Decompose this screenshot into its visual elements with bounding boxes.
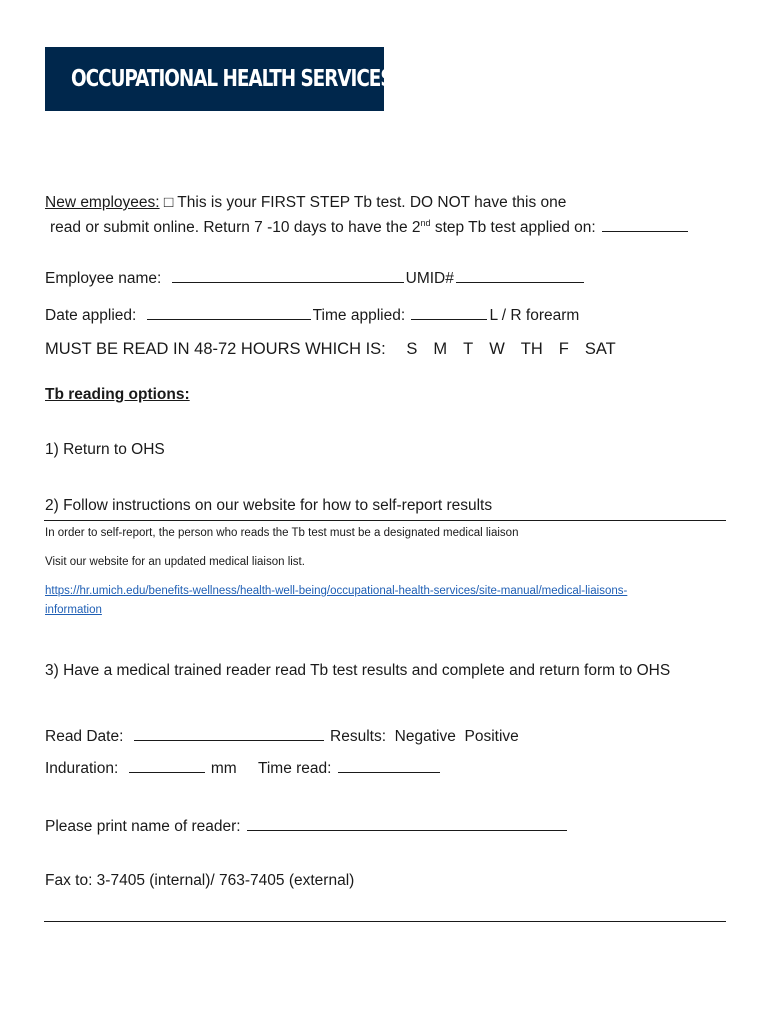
checkbox[interactable]: □ — [163, 194, 174, 211]
day-w[interactable]: W — [489, 340, 505, 358]
weekday-options — [390, 340, 615, 358]
time-applied-label: Time applied: — [312, 307, 406, 324]
read-date-label: Read Date: — [45, 728, 124, 745]
umid-label: UMID# — [405, 270, 454, 287]
day-th[interactable]: TH — [520, 340, 543, 358]
employee-name-label: Employee name: — [45, 270, 162, 287]
ohs-logo — [45, 47, 393, 111]
read-date-row — [45, 726, 519, 746]
intro-text-3: step Tb test applied on: — [430, 219, 596, 236]
self-report-note: In order to self-report, the person who reads the Tb test must be a designated medical liaison — [45, 527, 519, 539]
day-m[interactable]: M — [433, 340, 448, 358]
option-1: 1) Return to OHS — [45, 441, 165, 458]
option-2: 2) Follow instructions on our website for how to self-report results — [45, 497, 493, 514]
options-heading: Tb reading options: — [45, 386, 190, 403]
logo-text: OCCUPATIONAL HEALTH SERVICES — [71, 66, 393, 92]
must-read-label: MUST BE READ IN 48-72 HOURS WHICH IS: — [45, 340, 386, 358]
ordinal-suffix: nd — [420, 217, 431, 228]
new-employees-label: New employees: — [45, 194, 160, 211]
divider-line — [44, 520, 726, 521]
time-applied-field[interactable] — [411, 305, 487, 320]
employee-row — [45, 268, 586, 288]
intro-line-2 — [50, 217, 690, 237]
reader-row — [45, 816, 569, 836]
fax-info: Fax to: 3-7405 (internal)/ 763-7405 (external) — [45, 872, 355, 889]
forearm-label: L / R forearm — [489, 307, 580, 324]
date-applied-field[interactable] — [147, 305, 311, 320]
intro-line-1 — [45, 194, 566, 212]
option-3: 3) Have a medical trained reader read Tb test results and complete and return form to OHS — [45, 662, 671, 679]
read-date-field[interactable] — [134, 726, 324, 741]
day-s[interactable]: S — [406, 340, 418, 358]
reader-label: Please print name of reader: — [45, 818, 241, 835]
intro-text-1: This is your FIRST STEP Tb test. DO NOT have this one — [177, 194, 567, 211]
induration-label: Induration: — [45, 760, 119, 777]
results-label: Results: — [330, 728, 387, 745]
employee-name-field[interactable] — [172, 268, 404, 283]
liaison-link-line-1[interactable]: https://hr.umich.edu/benefits-wellness/health-well-being/occupational-health-services/site-manual/medical-liaisons- — [45, 585, 628, 597]
umid-field[interactable] — [456, 268, 584, 283]
reader-name-field[interactable] — [247, 816, 567, 831]
induration-field[interactable] — [129, 758, 205, 773]
second-step-date-field[interactable] — [602, 217, 688, 232]
positive-option[interactable]: Positive — [464, 728, 519, 745]
negative-option[interactable]: Negative — [394, 728, 456, 745]
time-read-label: Time read: — [257, 760, 332, 777]
must-read-row — [45, 340, 616, 359]
liaison-link-line-2[interactable]: information — [45, 604, 102, 616]
day-sat[interactable]: SAT — [584, 340, 616, 358]
induration-row — [45, 758, 442, 778]
mm-unit: mm — [210, 760, 237, 777]
time-read-field[interactable] — [338, 758, 440, 773]
date-applied-row — [45, 305, 579, 325]
bottom-rule — [44, 921, 726, 922]
date-applied-label: Date applied: — [45, 307, 137, 324]
day-t[interactable]: T — [463, 340, 474, 358]
intro-text-2: read or submit online. Return 7 -10 days to have the 2 — [50, 219, 421, 236]
day-f[interactable]: F — [558, 340, 569, 358]
liaison-list-note: Visit our website for an updated medical liaison list. — [45, 556, 305, 568]
